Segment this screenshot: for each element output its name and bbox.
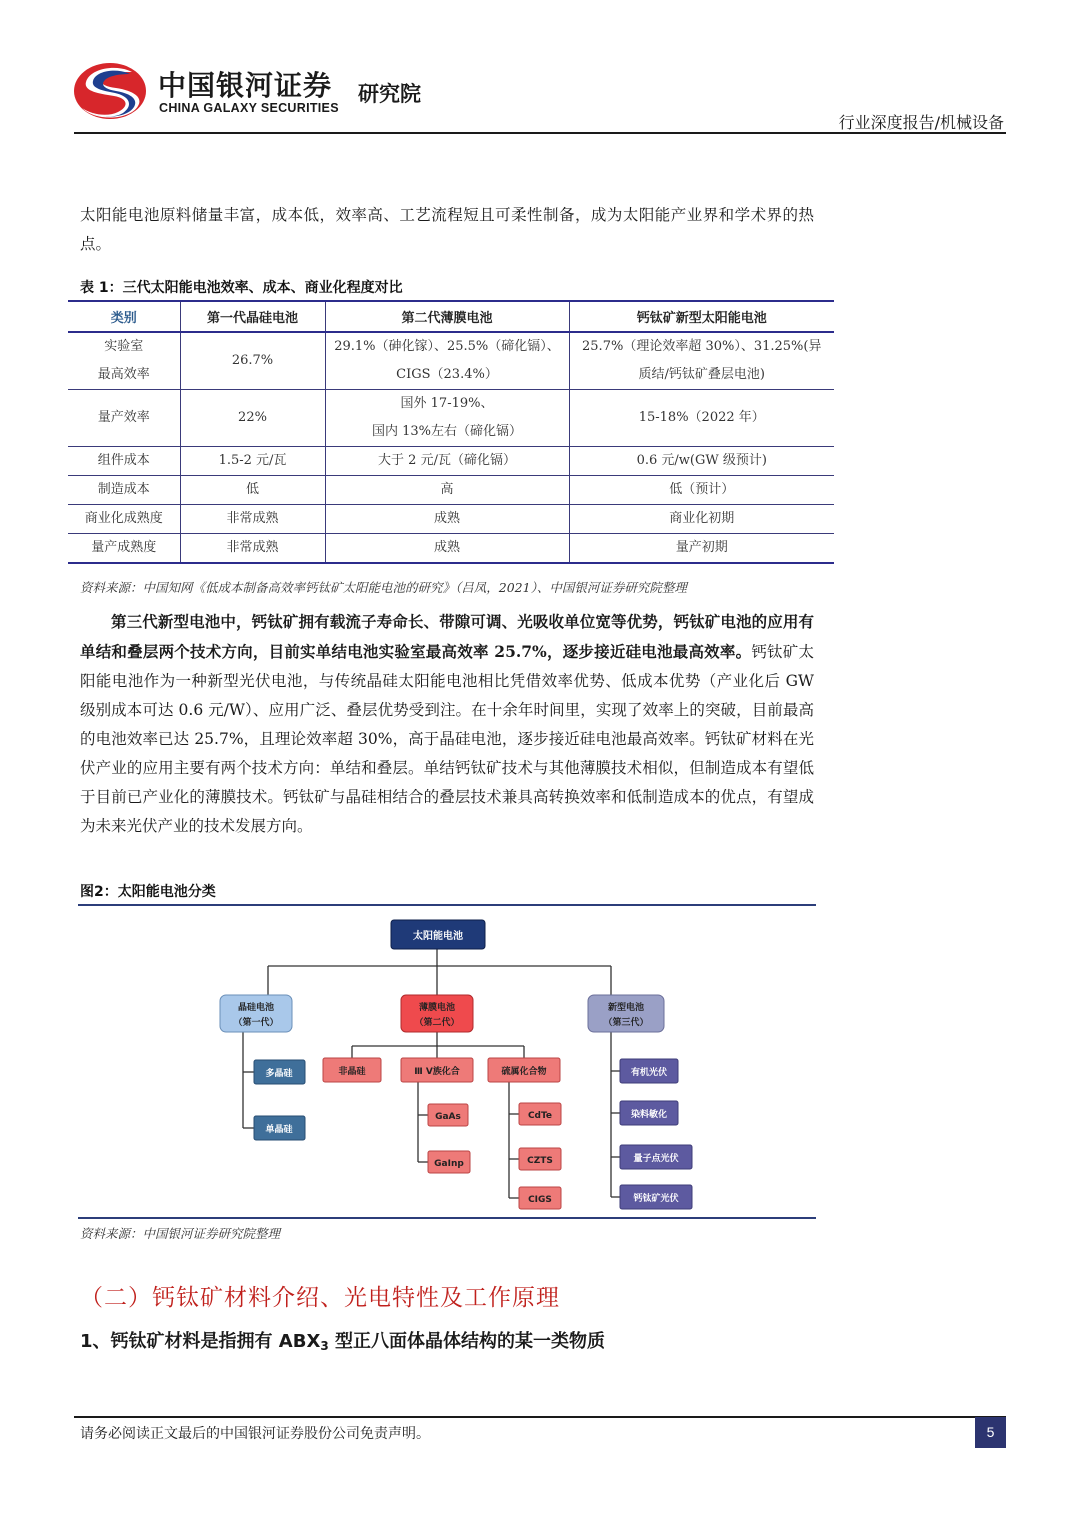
svg-text:硫属化合物: 硫属化合物	[501, 1067, 547, 1077]
table-cell: 非常成熟	[180, 505, 325, 534]
intro-paragraph: 太阳能电池原料储量丰富，成本低，效率高、工艺流程短且可柔性制备，成为太阳能产业界和学术界的热点。	[80, 206, 814, 253]
table-cell: 成熟	[325, 505, 569, 534]
subsection-title	[80, 1327, 605, 1353]
svg-text:Ⅲ Ⅴ族化合: Ⅲ Ⅴ族化合	[414, 1067, 460, 1077]
main-paragraph	[80, 607, 814, 841]
table-cell: 商业化初期	[569, 505, 834, 534]
svg-text:CdTe: CdTe	[527, 1111, 553, 1121]
figure-bottom-rule	[78, 1217, 816, 1219]
svg-text:（第三代）: （第三代）	[603, 1018, 649, 1028]
diagram-leaf-cigs	[519, 1187, 561, 1209]
table-cell: 29.1%（砷化镓）、25.5%（碲化镉）、 CIGS（23.4%）	[325, 332, 569, 390]
diagram-group-chalcogenide	[488, 1058, 560, 1082]
diagram-node-thin-film	[401, 995, 473, 1032]
solar-cell-classification-diagram	[78, 906, 816, 1218]
page-number: 5	[975, 1417, 1006, 1448]
svg-text:晶硅电池: 晶硅电池	[237, 1003, 275, 1013]
svg-text:薄膜电池: 薄膜电池	[418, 1003, 456, 1013]
diagram-root-node	[391, 920, 485, 949]
diagram-node-new-type	[588, 995, 664, 1032]
table-row	[68, 534, 834, 564]
table-cell: 22%	[180, 390, 325, 447]
footer-disclaimer: 请务必阅读正文最后的中国银河证券股份公司免责声明。	[80, 1426, 430, 1442]
table-cell: 非常成熟	[180, 534, 325, 564]
table-cell: 量产初期	[569, 534, 834, 564]
figure-caption: 图2：太阳能电池分类	[80, 884, 216, 900]
brand-name-en: CHINA GALAXY SECURITIES	[159, 101, 339, 115]
svg-text:太阳能电池: 太阳能电池	[413, 931, 463, 942]
table-row-label: 组件成本	[68, 447, 180, 476]
section-title: （二）钙钛矿材料介绍、光电特性及工作原理	[80, 1285, 560, 1311]
brand-name-cn: 中国银河证券	[158, 69, 333, 102]
table-cell: 15-18%（2022 年）	[569, 390, 834, 447]
table-header-row	[68, 301, 834, 332]
table-cell: 26.7%	[180, 332, 325, 390]
figure-source: 资料来源：中国银河证券研究院整理	[80, 1226, 281, 1241]
table-row-label: 量产成熟度	[68, 534, 180, 564]
diagram-leaf-quantum-dot	[620, 1145, 692, 1169]
table-cell: 国外 17-19%、 国内 13%左右（碲化镉）	[325, 390, 569, 447]
svg-text:量子点光伏: 量子点光伏	[633, 1154, 679, 1164]
table-header-cell: 类别	[68, 301, 180, 332]
svg-text:CIGS: CIGS	[528, 1195, 552, 1205]
table-row	[68, 476, 834, 505]
brand-institute: 研究院	[358, 82, 421, 106]
table-header-cell: 钙钛矿新型太阳能电池	[569, 301, 834, 332]
svg-text:新型电池: 新型电池	[607, 1003, 645, 1013]
table-cell: 高	[325, 476, 569, 505]
table-cell: 25.7%（理论效率超 30%）、31.25%(异 质结/钙钛矿叠层电池)	[569, 332, 834, 390]
table-row-label: 量产效率	[68, 390, 180, 447]
diagram-leaf-organic-pv	[620, 1059, 678, 1083]
diagram-leaf-czts	[519, 1148, 561, 1170]
svg-text:多晶硅: 多晶硅	[265, 1069, 293, 1079]
svg-text:非晶硅: 非晶硅	[338, 1067, 366, 1077]
header-divider	[74, 132, 1006, 134]
table-row	[68, 332, 834, 390]
table-row-label: 商业化成熟度	[68, 505, 180, 534]
table-row	[68, 447, 834, 476]
table-cell: 低	[180, 476, 325, 505]
table-caption: 表 1：三代太阳能电池效率、成本、商业化程度对比	[80, 280, 403, 296]
diagram-leaf-dye-sensitized	[620, 1101, 678, 1125]
subsection-title-prefix: 1、钙钛矿材料是指拥有 ABX	[80, 1331, 321, 1352]
table-cell: 低（预计）	[569, 476, 834, 505]
table-row-label: 制造成本	[68, 476, 180, 505]
diagram-group-amorphous	[323, 1058, 381, 1082]
svg-text:GaAs: GaAs	[435, 1112, 461, 1122]
svg-text:CZTS: CZTS	[527, 1156, 553, 1166]
diagram-leaf-perovskite	[620, 1185, 692, 1209]
brand-logo	[72, 60, 452, 122]
svg-text:单晶硅: 单晶硅	[265, 1125, 293, 1135]
table-row	[68, 505, 834, 534]
diagram-node-crystalline	[220, 995, 292, 1032]
subsection-title-subscript: 3	[320, 1339, 329, 1353]
table-cell: 1.5-2 元/瓦	[180, 447, 325, 476]
svg-text:钙钛矿光伏: 钙钛矿光伏	[633, 1194, 679, 1204]
footer-divider	[74, 1416, 1006, 1418]
diagram-group-iii-v	[401, 1058, 473, 1082]
svg-text:GaInp: GaInp	[434, 1159, 464, 1169]
subsection-title-suffix: 型正八面体晶体结构的某一类物质	[328, 1331, 605, 1352]
svg-text:有机光伏: 有机光伏	[630, 1068, 668, 1078]
diagram-leaf-gainp	[428, 1151, 470, 1173]
report-type: 行业深度报告/机械设备	[838, 113, 1004, 132]
main-paragraph-bold: 第三代新型电池中，钙钛矿拥有载流子寿命长、带隙可调、光吸收单位宽等优势，钙钛矿电池的应用有单结和叠层两个技术方向，目前实单结电池实验室最高效率 25.7%，逐步接近硅电池最高效率。	[80, 612, 814, 661]
svg-text:（第一代）: （第一代）	[233, 1018, 279, 1028]
table-header-cell: 第二代薄膜电池	[325, 301, 569, 332]
diagram-leaf-gaas	[428, 1104, 468, 1126]
main-paragraph-body: 钙钛矿太阳能电池作为一种新型光伏电池，与传统晶硅太阳能电池相比凭借效率优势、低成本优势（产业化后 GW 级别成本可达 0.6 元/W）、应用广泛、叠层优势受到注。在十余年时间里，实现了效率上的突破，目前最高的电池效率已达 25.7%，且理论效率超 30%，高于晶硅电池，逐步接近硅电池最高效率。钙钛矿材料在光伏产业的应用主要有两个技术方向：单结和叠层。单结钙钛矿技术与其他薄膜技术相似，但制造成本有望低于目前已产业化的薄膜技术。钙钛矿与晶硅相结合的叠层技术兼具高转换效率和低制造成本的优点，有望成为未来光伏产业的技术发展方向。	[80, 643, 814, 835]
galaxy-logo-icon	[72, 60, 152, 122]
comparison-table	[68, 300, 834, 564]
table-row	[68, 390, 834, 447]
table-source: 资料来源：中国知网《低成本制备高效率钙钛矿太阳能电池的研究》（吕凤，2021）、中国银河证券研究院整理	[80, 580, 687, 595]
svg-text:（第二代）: （第二代）	[414, 1018, 460, 1028]
diagram-leaf-multicrystalline	[254, 1060, 305, 1084]
svg-text:染料敏化: 染料敏化	[630, 1110, 668, 1120]
table-cell: 0.6 元/w(GW 级预计)	[569, 447, 834, 476]
diagram-leaf-cdte	[519, 1103, 561, 1125]
table-cell: 大于 2 元/瓦（碲化镉）	[325, 447, 569, 476]
table-header-cell: 第一代晶硅电池	[180, 301, 325, 332]
table-row-label: 实验室 最高效率	[68, 332, 180, 390]
diagram-leaf-monocrystalline	[254, 1116, 305, 1140]
table-cell: 成熟	[325, 534, 569, 564]
